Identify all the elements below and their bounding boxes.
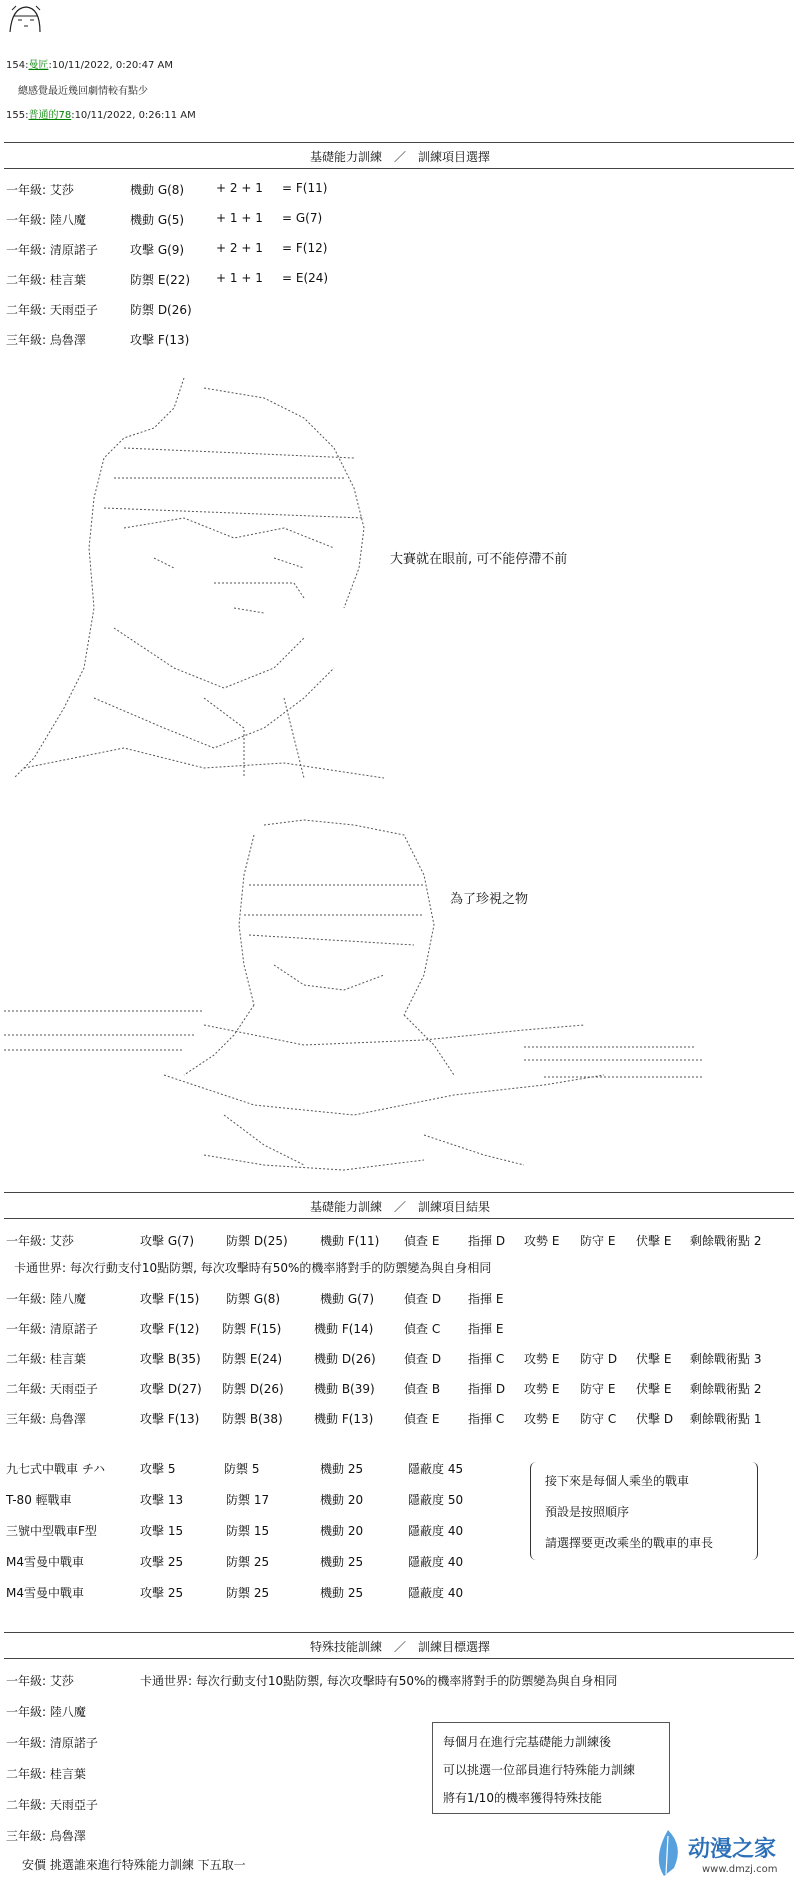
student-name: 一年級: 陸八魔 [6,213,86,227]
stat: 防禦 E(22) [130,273,191,287]
stat-atk: 攻擊 D(27) [140,1382,202,1396]
stat-rem: 剩餘戰術點 2 [690,1234,762,1248]
stat-amb: 伏擊 E [636,1234,672,1248]
stat-atk: 攻擊 F(15) [140,1292,200,1306]
post-155: 155:普通的78:10/11/2022, 0:26:11 AM [6,110,196,121]
bubble-line: 接下來是每個人乘坐的戰車 [545,1474,690,1488]
tank-name: M4雪曼中戰車 [6,1555,84,1569]
bubble-line: 請選擇要更改乘坐的戰車的車長 [545,1536,714,1550]
tank-def: 防禦 25 [226,1586,270,1600]
stat-off: 攻勢 E [524,1352,560,1366]
student-name: 三年級: 烏魯澤 [6,1412,86,1426]
stat-rec: 偵查 E [404,1234,440,1248]
post-154: 154:曼匠:10/11/2022, 0:20:47 AM [6,60,174,71]
divider [4,1658,794,1659]
stat-mob: 機動 B(39) [314,1382,375,1396]
tank-hid: 隱蔽度 45 [408,1462,464,1476]
stat-mob: 機動 F(14) [314,1322,374,1336]
student-name: 二年級: 天雨亞子 [6,1798,98,1812]
tank-mob: 機動 20 [320,1493,364,1507]
stat-rec: 偵查 E [404,1412,440,1426]
student-name: 三年級: 烏魯澤 [6,333,86,347]
info-line: 每個月在進行完基礎能力訓練後 [443,1735,612,1749]
tank-def: 防禦 5 [224,1462,260,1476]
divider [4,1218,794,1219]
stat-atk: 攻擊 G(7) [140,1234,195,1248]
stat-cmd: 指揮 C [468,1352,505,1366]
tank-def: 防禦 25 [226,1555,270,1569]
bonus: + 2 + 1 [216,181,263,195]
section2-title: 基礎能力訓練 ／ 訓練項目結果 [309,1200,490,1214]
stat-def: 防禦 F(15) [222,1322,282,1336]
result: = F(12) [282,241,328,255]
tank-hid: 隱蔽度 50 [408,1493,464,1507]
student-name: 一年級: 陸八魔 [6,1705,86,1719]
tank-atk: 攻擊 5 [140,1462,176,1476]
bonus: + 1 + 1 [216,271,263,285]
stat-def: 防禦 D(26) [222,1382,284,1396]
stat-cmd: 指揮 D [468,1234,506,1248]
tank-atk: 攻擊 25 [140,1555,184,1569]
stat-amb: 伏擊 E [636,1382,672,1396]
bonus: + 2 + 1 [216,241,263,255]
poster-name-link[interactable]: 普通的78 [28,110,72,121]
speech-text-1: 大賽就在眼前, 可不能停滯不前 [390,552,568,567]
stat: 機動 G(5) [130,213,185,227]
divider [4,168,794,169]
tank-name: M4雪曼中戰車 [6,1586,84,1600]
ascii-art-character [4,368,424,788]
stat-off: 攻勢 E [524,1234,560,1248]
stat-rem: 剩餘戰術點 2 [690,1382,762,1396]
stat-def: 防禦 D(25) [226,1234,288,1248]
stat-off: 攻勢 E [524,1382,560,1396]
stat-atk: 攻擊 F(13) [140,1412,200,1426]
student-name: 二年級: 天雨亞子 [6,1382,98,1396]
stat-def: 防禦 G(8) [226,1292,281,1306]
tank-name: 三號中型戰車F型 [6,1524,97,1538]
divider [4,1192,794,1193]
student-name: 一年級: 清原諾子 [6,1736,98,1750]
stat-gua: 防守 D [580,1352,618,1366]
stat: 機動 G(8) [130,183,185,197]
stat-rec: 偵查 D [404,1352,442,1366]
bonus: + 1 + 1 [216,211,263,225]
avatar-art [6,4,46,36]
post-154-body: 總感覺最近幾回劇情較有點少 [18,86,148,97]
stat-amb: 伏擊 D [636,1412,674,1426]
stat-def: 防禦 B(38) [222,1412,283,1426]
tank-mob: 機動 20 [320,1524,364,1538]
footer-instruction: 安價 挑選誰來進行特殊能力訓練 下五取一 [22,1858,246,1872]
student-name: 三年級: 烏魯澤 [6,1829,86,1843]
tank-hid: 隱蔽度 40 [408,1555,464,1569]
student-name: 一年級: 陸八魔 [6,1292,86,1306]
tank-mob: 機動 25 [320,1555,364,1569]
stat-gua: 防守 E [580,1234,616,1248]
result: = F(11) [282,181,328,195]
watermark-brand: 动漫之家 [688,1837,777,1862]
student-name: 一年級: 清原諾子 [6,243,98,257]
stat-atk: 攻擊 B(35) [140,1352,201,1366]
student-name: 二年級: 桂言葉 [6,1352,86,1366]
divider [4,142,794,143]
student-name: 二年級: 桂言葉 [6,1767,86,1781]
watermark-url: www.dmzj.com [702,1864,778,1875]
tank-def: 防禦 15 [226,1524,270,1538]
result: = G(7) [282,211,323,225]
stat-rec: 偵查 C [404,1322,441,1336]
stat-mob: 機動 G(7) [320,1292,375,1306]
poster-name-link[interactable]: 曼匠 [28,60,49,71]
section3-title: 特殊技能訓練 ／ 訓練目標選擇 [309,1640,490,1654]
stat-off: 攻勢 E [524,1412,560,1426]
tank-def: 防禦 17 [226,1493,270,1507]
skill-note: 卡通世界: 每次行動支付10點防禦, 每次攻擊時有50%的機率將對手的防禦變為與自身相同 [140,1674,618,1688]
tank-atk: 攻擊 25 [140,1586,184,1600]
stat-gua: 防守 E [580,1382,616,1396]
tank-name: T-80 輕戰車 [6,1493,72,1507]
stat-cmd: 指揮 E [468,1292,504,1306]
stat-rec: 偵查 B [404,1382,441,1396]
result: = E(24) [282,271,329,285]
stat-cmd: 指揮 D [468,1382,506,1396]
bubble-line: 預設是按照順序 [545,1505,630,1519]
stat-cmd: 指揮 C [468,1412,505,1426]
speech-text-2: 為了珍視之物 [450,892,529,907]
ascii-art-tank-scene [4,815,724,1185]
student-name: 二年級: 桂言葉 [6,273,86,287]
stat: 攻擊 G(9) [130,243,185,257]
section1-title: 基礎能力訓練 ／ 訓練項目選擇 [309,150,490,164]
tank-mob: 機動 25 [320,1586,364,1600]
stat-cmd: 指揮 E [468,1322,504,1336]
stat: 防禦 D(26) [130,303,192,317]
stat-def: 防禦 E(24) [222,1352,283,1366]
student-name: 一年級: 艾莎 [6,1674,74,1688]
info-box [432,1722,670,1814]
tank-mob: 機動 25 [320,1462,364,1476]
stat-mob: 機動 D(26) [314,1352,376,1366]
tank-name: 九七式中戰車 チハ [6,1462,106,1476]
stat-mob: 機動 F(13) [314,1412,374,1426]
tank-hid: 隱蔽度 40 [408,1524,464,1538]
student-name: 一年級: 艾莎 [6,183,74,197]
stat-rec: 偵查 D [404,1292,442,1306]
info-line: 將有1/10的機率獲得特殊技能 [443,1791,602,1805]
divider [4,1632,794,1633]
stat-atk: 攻擊 F(12) [140,1322,200,1336]
stat-mob: 機動 F(11) [320,1234,380,1248]
speech-bubble [530,1462,758,1560]
site-watermark [648,1826,798,1884]
student-name: 二年級: 天雨亞子 [6,303,98,317]
skill-note: 卡通世界: 每次行動支付10點防禦, 每次攻擊時有50%的機率將對手的防禦變為與自身相同 [14,1261,492,1275]
tank-atk: 攻擊 13 [140,1493,184,1507]
stat-gua: 防守 C [580,1412,617,1426]
info-line: 可以挑選一位部員進行特殊能力訓練 [443,1763,636,1777]
stat-rem: 剩餘戰術點 3 [690,1352,762,1366]
stat-amb: 伏擊 E [636,1352,672,1366]
feather-logo-icon [648,1828,688,1878]
stat: 攻擊 F(13) [130,333,190,347]
stat-rem: 剩餘戰術點 1 [690,1412,762,1426]
student-name: 一年級: 清原諾子 [6,1322,98,1336]
tank-hid: 隱蔽度 40 [408,1586,464,1600]
tank-atk: 攻擊 15 [140,1524,184,1538]
student-name: 一年級: 艾莎 [6,1234,74,1248]
